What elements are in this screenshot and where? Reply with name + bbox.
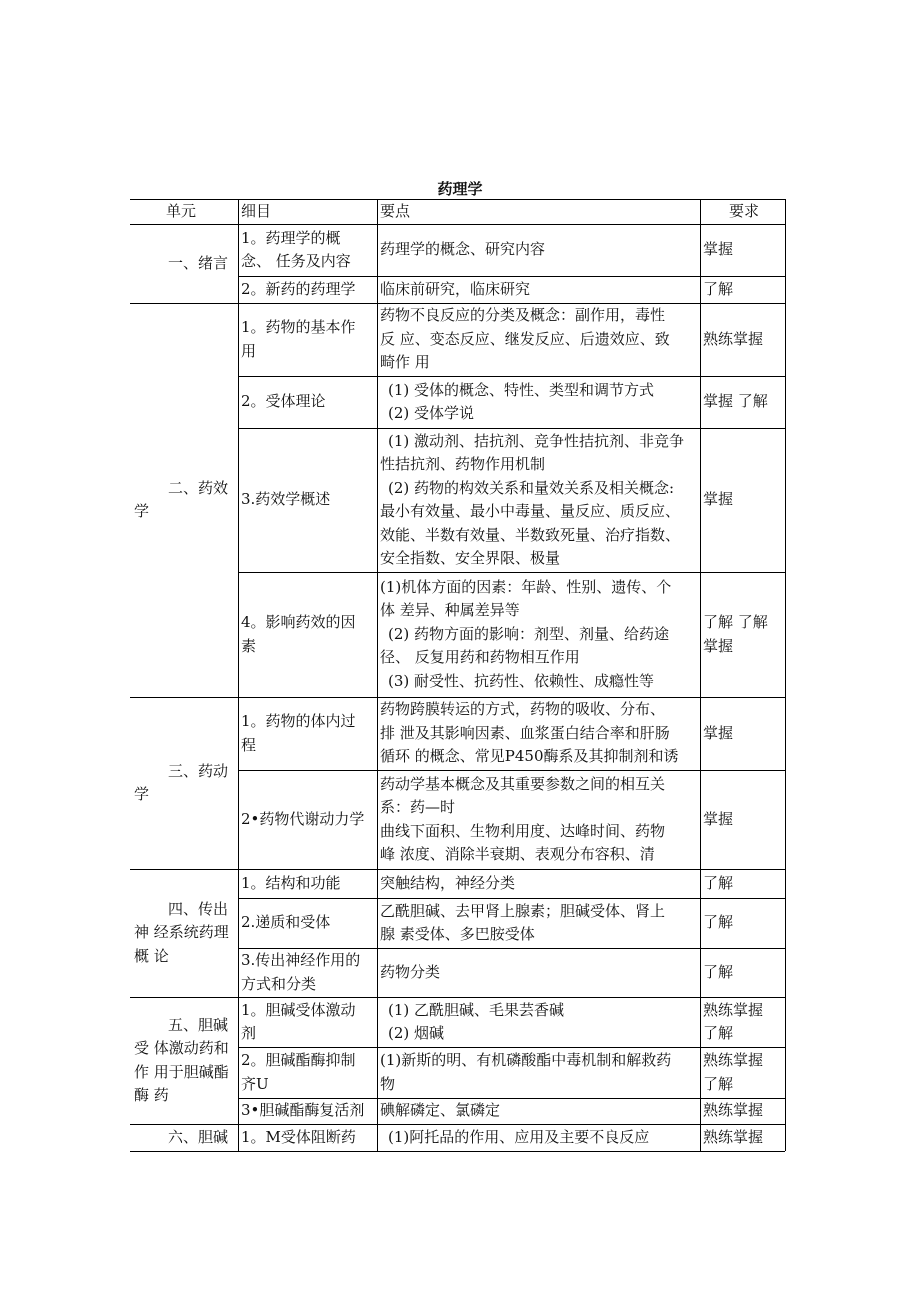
points-cell: [380, 428, 697, 572]
req-cell-line: 掌握: [703, 809, 734, 828]
req-cell: [703, 224, 782, 276]
points-cell-line: 药理学的概念、研究内容: [380, 240, 546, 259]
points-cell-line: 效能、半数有效量、半数致死量、治疗指数、: [380, 525, 681, 544]
detail-cell-line: 2。胆碱酯酶抑制: [241, 1051, 356, 1069]
points-cell-line: (2) 受体学说: [388, 404, 475, 422]
unit-cell-s4: [132, 869, 236, 997]
detail-cell-line: 1。药物的体内过: [241, 712, 356, 730]
unit-cell-s6-line: 六、胆碱: [168, 1128, 229, 1146]
detail-cell: [241, 1124, 374, 1151]
detail-cell: [241, 303, 374, 376]
detail-cell-line: 1。M受体阻断药: [241, 1127, 356, 1146]
detail-cell: [241, 1098, 374, 1124]
points-cell-line: 药动学基本概念及其重要参数之间的相互关: [380, 774, 666, 793]
points-cell-line: 畸作 用: [380, 353, 430, 372]
unit-cell-s5-line: 五、胆碱: [168, 1015, 229, 1034]
unit-cell-s4-line: 神 经系统药理: [134, 923, 229, 942]
detail-cell: [241, 428, 374, 572]
detail-cell-line: 念、 任务及内容: [241, 252, 351, 270]
points-cell-line: (2) 药物方面的影响：剂型、剂量、给药途: [388, 624, 670, 643]
req-cell-line: 掌握: [703, 723, 734, 742]
points-cell-line: (2) 烟碱: [388, 1024, 445, 1042]
points-cell-line: 最小有效量、最小中毒量、量反应、质反应、: [380, 502, 681, 520]
req-cell-line: 了解: [703, 1074, 734, 1093]
points-cell: [380, 697, 697, 770]
points-cell-line: (1)机体方面的因素：年龄、性别、遗传、个: [380, 577, 672, 596]
detail-cell-line: 1。结构和功能: [241, 873, 341, 892]
points-cell: [380, 948, 697, 997]
points-cell: [380, 869, 697, 898]
req-cell: [703, 898, 782, 948]
detail-cell-line: 1。药物的基本作: [241, 318, 356, 336]
unit-cell-s4-line: 四、传出: [168, 899, 229, 918]
points-cell: [380, 1098, 697, 1124]
detail-cell: [241, 572, 374, 697]
points-cell-line: 碘解磷定、氯磷定: [380, 1101, 501, 1120]
unit-cell-s2-line: 学: [134, 502, 150, 520]
req-cell-line: 了解: [703, 873, 734, 892]
req-cell: [703, 1047, 782, 1098]
header-points-line: 要点: [380, 201, 411, 220]
detail-cell: [241, 869, 374, 898]
detail-cell-line: 2•药物代谢动力学: [241, 809, 365, 828]
req-cell-line: 掌握 了解: [703, 392, 768, 411]
unit-cell-s5-line: 受 体激动药和: [134, 1039, 229, 1057]
points-cell-line: 系：药—时: [380, 798, 456, 816]
points-cell-line: 腺 素受体、多巴胺受体: [380, 925, 535, 943]
detail-cell-line: 1。药理学的概: [241, 228, 341, 247]
detail-cell-line: 2。受体理论: [241, 392, 326, 411]
detail-cell-line: 4。影响药效的因: [241, 613, 356, 631]
points-cell: [380, 572, 697, 697]
req-cell: [703, 376, 782, 428]
points-cell-line: 峰 浓度、消除半衰期、表观分布容积、清: [380, 845, 655, 863]
detail-cell: [241, 898, 374, 948]
detail-cell: [241, 997, 374, 1047]
detail-cell-line: 1。胆碱受体激动: [241, 1000, 356, 1019]
req-cell: [703, 1098, 782, 1124]
detail-cell-line: 方式和分类: [241, 974, 317, 993]
header-detail-line: 细目: [241, 201, 272, 220]
detail-cell-line: 素: [241, 636, 257, 655]
points-cell-line: 突触结构，神经分类: [380, 873, 516, 892]
points-cell-line: (3) 耐受性、抗药性、依赖性、成瘾性等: [388, 671, 655, 690]
points-cell: [380, 276, 697, 303]
unit-cell-s3: [132, 697, 236, 869]
points-cell-line: (1)阿托品的作用、应用及主要不良反应: [388, 1127, 650, 1146]
req-cell-line: 熟练掌握: [703, 1101, 764, 1120]
unit-cell-s6: [132, 1124, 236, 1153]
detail-cell-line: 3.传出神经作用的: [241, 951, 361, 969]
points-cell-line: 药物跨膜转运的方式，药物的吸收、分布、: [380, 700, 666, 719]
table-rule: [130, 199, 785, 200]
detail-cell-line: 用: [241, 341, 257, 360]
points-cell-line: (1) 激动剂、拮抗剂、竞争性拮抗剂、非竞争: [388, 431, 685, 450]
header-req-line: 要求: [729, 201, 760, 220]
unit-cell-s2-line: 二、药效: [168, 478, 229, 497]
req-cell-line: 了解: [703, 962, 734, 981]
points-cell: [380, 1047, 697, 1098]
req-cell-line: 熟练掌握: [703, 1051, 764, 1069]
points-cell-line: 物: [380, 1074, 396, 1093]
header-detail: [241, 199, 374, 224]
detail-cell: [241, 376, 374, 428]
points-cell-line: 药物不良反应的分类及概念：副作用，毒性: [380, 306, 666, 325]
detail-cell-line: 程: [241, 735, 257, 754]
points-cell: [380, 997, 697, 1047]
points-cell-line: 曲线下面积、生物利用度、达峰时间、药物: [380, 821, 666, 840]
points-cell: [380, 303, 697, 376]
detail-cell: [241, 948, 374, 997]
table-column-rule: [377, 199, 378, 1151]
req-cell-line: 熟练掌握: [703, 329, 764, 348]
points-cell: [380, 770, 697, 869]
points-cell-line: (1)新斯的明、有机磷酸酯中毒机制和解救药: [380, 1051, 672, 1069]
req-cell-line: 熟练掌握: [703, 1000, 764, 1019]
detail-cell: [241, 697, 374, 770]
req-cell: [703, 276, 782, 303]
unit-cell-s3-line: 学: [134, 785, 150, 803]
req-cell-line: 熟练掌握: [703, 1127, 764, 1146]
req-cell-line: 掌握: [703, 240, 734, 259]
unit-cell-s2: [132, 303, 236, 697]
points-cell-line: 循环 的概念、常见P450酶系及其抑制剂和诱: [380, 747, 679, 766]
req-cell-line: 掌握: [703, 490, 734, 509]
req-cell-line: 了解: [703, 279, 734, 298]
points-cell-line: (2) 药物的构效关系和量效关系及相关概念:: [388, 478, 675, 497]
points-cell-line: 安全指数、安全界限、极量: [380, 549, 561, 567]
detail-cell: [241, 1047, 374, 1098]
req-cell: [703, 948, 782, 997]
req-cell-line: 了解: [703, 1024, 734, 1042]
header-unit: [132, 199, 236, 224]
detail-cell-line: 3•胆碱酯酶复活剂: [241, 1101, 365, 1120]
points-cell-line: 排 泄及其影响因素、血浆蛋白结合率和肝肠: [380, 723, 670, 742]
table-column-rule: [238, 199, 239, 1151]
req-cell-line: 掌握: [703, 636, 734, 655]
req-cell: [703, 303, 782, 376]
req-cell: [703, 1124, 782, 1151]
detail-cell-line: 2。新药的药理学: [241, 279, 356, 298]
document-title: 药理学: [437, 180, 483, 198]
points-cell-line: (1) 受体的概念、特性、类型和调节方式: [388, 380, 655, 399]
detail-cell: [241, 276, 374, 303]
req-cell: [703, 770, 782, 869]
unit-cell-s5-line: 作 用于胆碱酯: [134, 1062, 229, 1081]
table-column-rule: [785, 199, 786, 1151]
unit-cell-s1: [132, 224, 236, 303]
points-cell: [380, 224, 697, 276]
header-req: [703, 199, 782, 224]
points-cell-line: 体 差异、种属差异等: [380, 601, 520, 620]
points-cell-line: 药物分类: [380, 962, 441, 981]
points-cell-line: 乙酰胆碱、去甲肾上腺素；胆碱受体、肾上: [380, 901, 666, 920]
header-points: [380, 199, 697, 224]
unit-cell-s3-line: 三、药动: [168, 761, 229, 780]
points-cell-line: 径、 反复用药和药物相互作用: [380, 648, 580, 667]
points-cell: [380, 1124, 697, 1151]
detail-cell: [241, 770, 374, 869]
points-cell: [380, 898, 697, 948]
unit-cell-s4-line: 概 论: [134, 946, 169, 965]
req-cell-line: 了解: [703, 913, 734, 932]
req-cell: [703, 869, 782, 898]
req-cell: [703, 997, 782, 1047]
points-cell: [380, 376, 697, 428]
detail-cell-line: 3.药效学概述: [241, 490, 331, 509]
req-cell-line: 了解 了解: [703, 613, 768, 631]
points-cell-line: 临床前研究，临床研究: [380, 279, 531, 298]
unit-cell-s5-line: 酶 药: [134, 1086, 169, 1104]
req-cell: [703, 697, 782, 770]
req-cell: [703, 428, 782, 572]
detail-cell: [241, 224, 374, 276]
detail-cell-line: 2.递质和受体: [241, 913, 331, 932]
table-column-rule: [700, 199, 701, 1151]
req-cell: [703, 572, 782, 697]
detail-cell-line: 剂: [241, 1024, 257, 1042]
header-unit-line: 单元: [166, 201, 197, 220]
detail-cell-line: 齐U: [241, 1074, 269, 1093]
unit-cell-s5: [132, 997, 236, 1124]
points-cell-line: 性拮抗剂、药物作用机制: [380, 455, 546, 473]
points-cell-line: (1) 乙酰胆碱、毛果芸香碱: [388, 1000, 565, 1019]
unit-cell-s1-line: 一、绪言: [168, 253, 229, 272]
points-cell-line: 反 应、变态反应、继发反应、后遗效应、致: [380, 329, 670, 348]
